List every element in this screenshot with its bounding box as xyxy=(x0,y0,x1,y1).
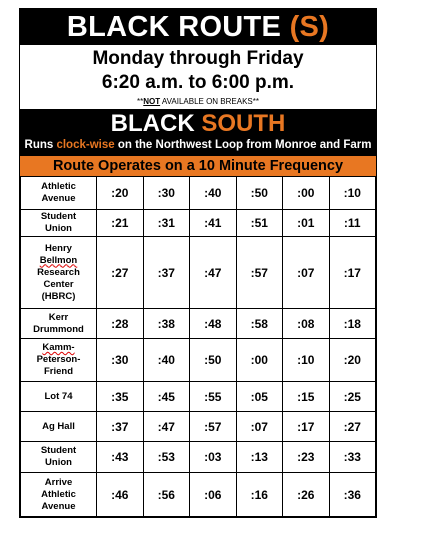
departure-time: :46 xyxy=(97,473,144,517)
departure-time: :48 xyxy=(190,309,237,339)
direction-title-accent: SOUTH xyxy=(201,110,286,137)
route-title xyxy=(20,9,376,45)
departure-time: :38 xyxy=(143,309,190,339)
departure-time: :11 xyxy=(329,210,376,237)
stop-name xyxy=(21,177,97,210)
departure-time: :47 xyxy=(190,237,237,309)
departure-time: :57 xyxy=(236,237,283,309)
schedule-row xyxy=(21,339,376,382)
route-title-accent: (S) xyxy=(289,11,330,43)
departure-time: :28 xyxy=(97,309,144,339)
breaks-note xyxy=(20,96,376,107)
schedule-row xyxy=(21,210,376,237)
departure-time: :37 xyxy=(97,412,144,442)
departure-time: :03 xyxy=(190,442,237,473)
stop-name-line: (HBRC) xyxy=(41,290,76,302)
stop-name-line: Drummond xyxy=(33,323,84,335)
service-days: Monday through Friday xyxy=(92,48,304,69)
stop-name-line: Kamm- xyxy=(42,342,75,353)
departure-time: :10 xyxy=(329,177,376,210)
frequency-banner: Route Operates on a 10 Minute Frequency xyxy=(20,156,376,176)
departure-time: :10 xyxy=(283,339,330,382)
departure-time: :33 xyxy=(329,442,376,473)
departure-time: :37 xyxy=(143,237,190,309)
departure-time: :56 xyxy=(143,473,190,517)
stop-name-line: Union xyxy=(45,457,72,468)
departure-time: :45 xyxy=(143,382,190,412)
route-title-text: BLACK ROUTE xyxy=(66,11,290,43)
stop-name-line: Athletic xyxy=(41,488,76,500)
departure-time: :01 xyxy=(283,210,330,237)
departure-time: :07 xyxy=(236,412,283,442)
departure-time: :57 xyxy=(190,412,237,442)
stop-name xyxy=(21,210,97,237)
departure-time: :20 xyxy=(97,177,144,210)
departure-time: :06 xyxy=(190,473,237,517)
departure-time: :00 xyxy=(283,177,330,210)
schedule-row xyxy=(21,442,376,473)
schedule-row xyxy=(21,309,376,339)
stop-name-line: Athletic xyxy=(41,181,76,192)
breaks-note-suffix: AVAILABLE ON BREAKS** xyxy=(160,97,259,106)
departure-time: :35 xyxy=(97,382,144,412)
departure-time: :07 xyxy=(283,237,330,309)
service-days-box xyxy=(20,45,376,109)
departure-time: :08 xyxy=(283,309,330,339)
schedule-table xyxy=(20,176,376,517)
stop-name-line: Center xyxy=(43,278,74,290)
stop-name-line: Student xyxy=(40,445,77,456)
departure-time: :40 xyxy=(190,177,237,210)
stop-name-line: Bellmon xyxy=(39,254,78,266)
schedule-body xyxy=(21,177,376,517)
stop-name-line: Avenue xyxy=(41,193,76,204)
departure-time: :26 xyxy=(283,473,330,517)
departure-time: :00 xyxy=(236,339,283,382)
stop-name xyxy=(21,309,97,339)
departure-time: :36 xyxy=(329,473,376,517)
departure-time: :21 xyxy=(97,210,144,237)
service-hours: 6:20 a.m. to 6:00 p.m. xyxy=(101,72,295,93)
stop-name-line: Peterson- xyxy=(36,354,81,365)
departure-time: :17 xyxy=(329,237,376,309)
departure-time: :30 xyxy=(97,339,144,382)
stop-name-line: Friend xyxy=(43,366,74,377)
departure-time: :50 xyxy=(236,177,283,210)
departure-time: :16 xyxy=(236,473,283,517)
direction-title xyxy=(24,110,372,138)
direction-desc-accent: clock-wise xyxy=(56,139,115,151)
direction-description xyxy=(24,138,372,153)
departure-time: :18 xyxy=(329,309,376,339)
schedule-row xyxy=(21,177,376,210)
schedule-row xyxy=(21,473,376,517)
stop-name-line: Henry xyxy=(45,242,72,254)
stop-name-line: Student xyxy=(40,211,77,222)
stop-name-line: Lot 74 xyxy=(44,390,73,402)
direction-box xyxy=(20,109,376,156)
stop-name-line: Arrive xyxy=(44,476,73,488)
stop-name-line: Union xyxy=(45,223,72,234)
departure-time: :41 xyxy=(190,210,237,237)
departure-time: :47 xyxy=(143,412,190,442)
departure-time: :27 xyxy=(329,412,376,442)
departure-time: :40 xyxy=(143,339,190,382)
departure-time: :13 xyxy=(236,442,283,473)
stop-name-line: Kerr xyxy=(48,311,69,323)
direction-desc-suffix: on the Northwest Loop from Monroe and Farm xyxy=(114,139,372,151)
departure-time: :31 xyxy=(143,210,190,237)
direction-title-text: BLACK xyxy=(110,110,202,137)
stop-name-line: Avenue xyxy=(41,500,76,512)
departure-time: :20 xyxy=(329,339,376,382)
departure-time: :15 xyxy=(283,382,330,412)
stop-name xyxy=(21,473,97,517)
stop-name xyxy=(21,339,97,382)
departure-time: :51 xyxy=(236,210,283,237)
departure-time: :25 xyxy=(329,382,376,412)
route-schedule-sheet xyxy=(19,8,377,518)
schedule-row xyxy=(21,382,376,412)
departure-time: :23 xyxy=(283,442,330,473)
direction-desc-prefix: Runs xyxy=(24,139,57,151)
stop-name xyxy=(21,237,97,309)
departure-time: :27 xyxy=(97,237,144,309)
breaks-note-emphasis: NOT xyxy=(143,97,161,106)
departure-time: :58 xyxy=(236,309,283,339)
stop-name xyxy=(21,412,97,442)
stop-name-line: Research xyxy=(37,266,80,278)
departure-time: :53 xyxy=(143,442,190,473)
schedule-row xyxy=(21,412,376,442)
breaks-note-prefix: ** xyxy=(137,97,144,106)
departure-time: :55 xyxy=(190,382,237,412)
departure-time: :50 xyxy=(190,339,237,382)
departure-time: :43 xyxy=(97,442,144,473)
stop-name xyxy=(21,382,97,412)
departure-time: :30 xyxy=(143,177,190,210)
stop-name xyxy=(21,442,97,473)
schedule-row xyxy=(21,237,376,309)
departure-time: :05 xyxy=(236,382,283,412)
departure-time: :17 xyxy=(283,412,330,442)
stop-name-line: Ag Hall xyxy=(42,420,75,432)
